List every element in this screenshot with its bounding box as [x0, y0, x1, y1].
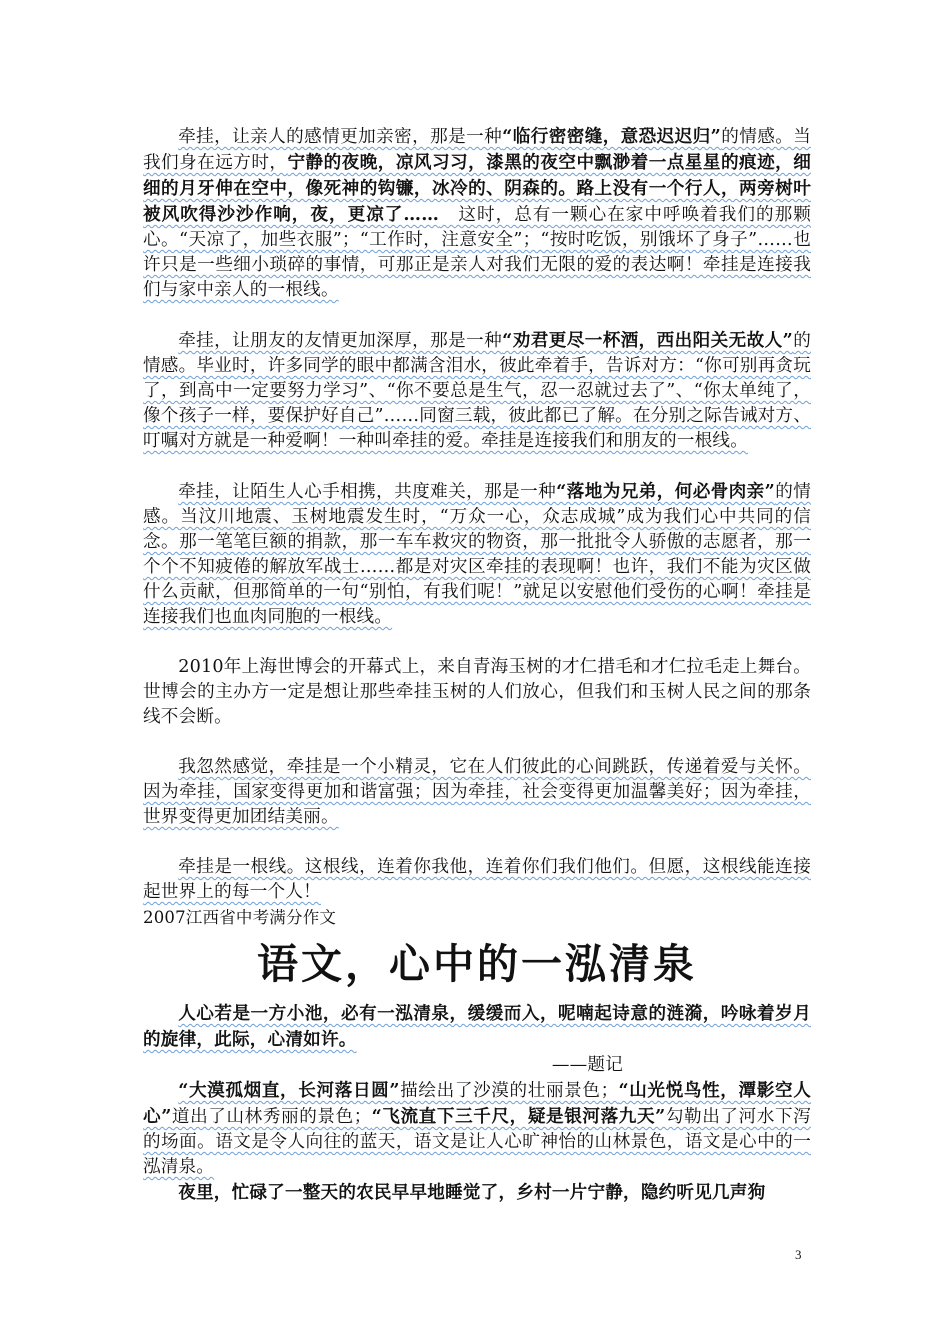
spacer — [143, 454, 811, 479]
paragraph-expo: 2010年上海世博会的开幕式上，来自青海玉树的才仁措毛和才仁拉毛走上舞台。世博会的主办方一定是想让那些牵挂玉树的人们放心，但我们和玉树人民之间的那条线不会断。 — [143, 657, 811, 727]
spacer — [143, 303, 811, 328]
essay-paragraph-night: 夜里，忙碌了一整天的农民早早地睡觉了，乡村一片宁静，隐约听见几声狗 — [178, 1182, 766, 1203]
paragraph-friends — [143, 328, 811, 454]
spacer — [143, 730, 811, 755]
spacer — [143, 630, 811, 655]
body-text — [143, 124, 811, 1206]
paragraph-strangers-text: 牵挂，让陌生人心手相携，共度难关，那是一种“落地为兄弟，何必骨肉亲”的情感。当汶川地震、玉树地震发生时，“万众一心，众志成城”成为我们心中共同的信念。那一笔笔巨额的捐款，那一车车救灾的物资，那一批批令人骄傲的志愿者，那一个个不知疲倦的解放军战士……都是对灾区牵挂的表现啊！也许，我们不能为灾区做什么贡献，但那简单的一句“别怕，有我们呢！”就足以安慰他们受伤的心啊！牵挂是连接我们也血肉同胞的一根线。 — [143, 481, 812, 627]
epigraph-sign: ——题记 — [551, 1055, 623, 1075]
paragraph-strangers — [143, 479, 811, 630]
essay-paragraph-scenery — [143, 1078, 811, 1180]
essay-source-caption: 2007江西省中考满分作文 — [143, 908, 337, 927]
paragraph-spirit: 我忽然感觉，牵挂是一个小精灵，它在人们彼此的心间跳跃，传递着爱与关怀。因为牵挂，国家变得更加和谐富强；因为牵挂，社会变得更加温馨美好；因为牵挂，世界变得更加团结美丽。 — [143, 757, 811, 827]
essay-epigraph: 人心若是一方小池，必有一泓清泉，缓缓而入，呢喃起诗意的涟漪，吟咏着岁月的旋律，此际，心清如许。 — [143, 1003, 811, 1050]
paragraph-thread: 牵挂是一根线。这根线，连着你我他，连着你们我们他们。但愿，这根线能连接起世界上的每一个人！ — [143, 857, 811, 902]
essay-title: 语文，心中的一泓清泉 — [257, 940, 697, 988]
page-number: 3 — [795, 1247, 802, 1262]
paragraph-friends-text: 牵挂，让朋友的友情更加深厚，那是一种“劝君更尽一杯酒，西出阳关无故人”的情感。毕业时，许多同学的眼中都满含泪水，彼此牵着手，告诉对方：“你可别再贪玩了，到高中一定要努力学习”、“你不要总是生气，忍一忍就过去了”、“你太单纯了，像个孩子一样，要保护好自己”……同窗三载，彼此都已了解。在分别之际告诫对方、叮嘱对方就是一种爱啊！一种叫牵挂的爱。牵挂是连接我们和朋友的一根线。 — [143, 330, 811, 451]
spacer — [143, 830, 811, 855]
essay-paragraph-scenery-text: “大漠孤烟直，长河落日圆”描绘出了沙漠的壮丽景色；“山光悦鸟性，潭影空人心”道出了山林秀丽的景色；“飞流直下三千尺，疑是银河落九天”勾勒出了河水下泻的场面。语文是令人向往的蓝天，语文是让人心旷神怡的山林景色，语文是心中的一泓清泉。 — [143, 1080, 812, 1177]
paragraph-relatives-text: 牵挂，让亲人的感情更加亲密，那是一种“临行密密缝，意恐迟迟归”的情感。当我们身在远方时，宁静的夜晚，凉风习习，漆黑的夜空中飘渺着一点星星的痕迹，细细的月牙伸在空中，像死神的钩镰，冰冷的、阴森的。路上没有一个行人，两旁树叶被风吹得沙沙作响，夜，更凉了…… 这时，总有一颗心在家中呼唤着我们的那颗心。“天凉了，加些衣服”；“工作时，注意安全”；“按时吃饭，别饿坏了身子”……也许只是一些细小琐碎的事情，可那正是亲人对我们无限的爱的表达啊！牵挂是连接我们与家中亲人的一根线。 — [143, 126, 811, 300]
paragraph-relatives — [143, 124, 811, 303]
